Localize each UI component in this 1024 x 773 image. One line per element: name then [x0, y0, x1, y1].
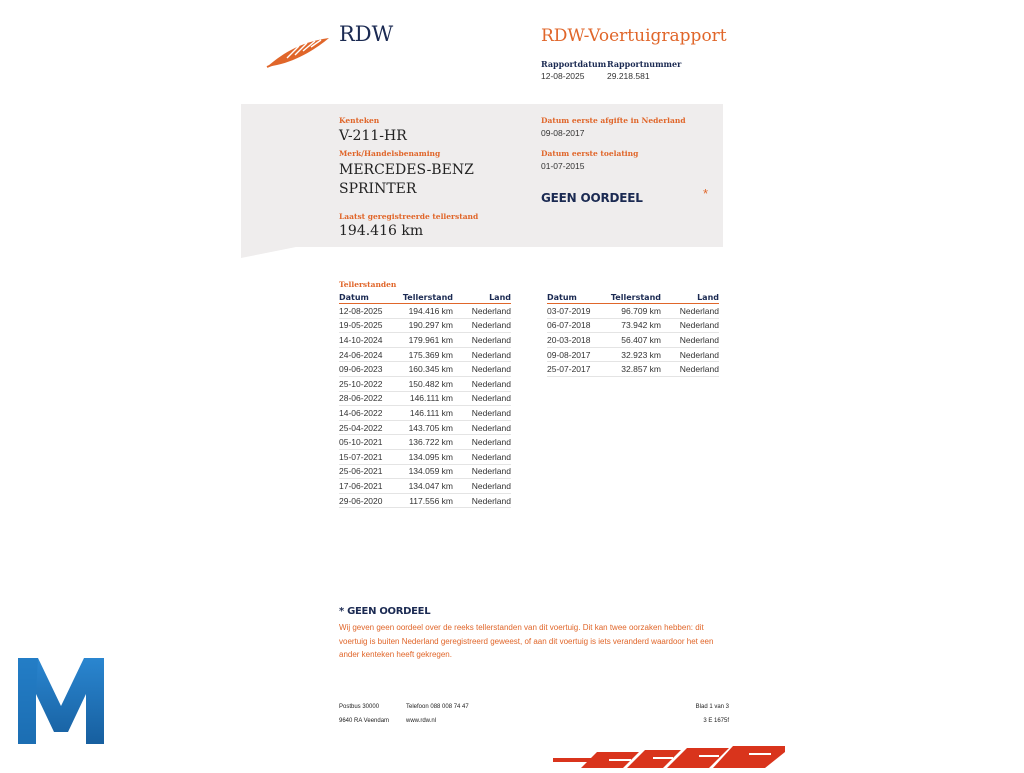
col-header-land: Land	[453, 292, 511, 304]
row-odometer: 146.111 km	[401, 391, 453, 406]
row-date: 20-03-2018	[547, 333, 609, 348]
row-date: 14-06-2022	[339, 406, 401, 421]
row-date: 19-05-2025	[339, 318, 401, 333]
footer-code: 3 E 1675f	[703, 718, 729, 724]
footer-postbus: Postbus 30000	[339, 704, 380, 710]
row-date: 12-08-2025	[339, 304, 401, 319]
row-country: Nederland	[453, 493, 511, 508]
row-country: Nederland	[661, 318, 719, 333]
report-date: 12-08-2025	[541, 71, 585, 81]
first-admission-value: 01-07-2015	[541, 161, 585, 171]
row-country: Nederland	[453, 362, 511, 377]
table-row	[547, 362, 719, 377]
row-odometer: 73.942 km	[609, 318, 661, 333]
footnote-text: Wij geven geen oordeel over de reeks tellerstanden van dit voertuig. Dit kan twee oorzaken hebben: dit voertuig is buiten Nederland geregistreerd geweest, of aan dit voertuig is iets veranderd waardoor het een ander kenteken heeft gekregen.	[339, 623, 714, 659]
footer-page: Blad 1 van 3	[695, 704, 729, 710]
judgement-value: GEEN OORDEEL	[541, 191, 643, 205]
row-date: 06-07-2018	[547, 318, 609, 333]
row-odometer: 175.369 km	[401, 347, 453, 362]
col-header-datum: Datum	[547, 292, 609, 304]
table-row	[339, 376, 511, 391]
make-value-line2: SPRINTER	[339, 181, 417, 197]
col-header-tellerstand: Tellerstand	[610, 292, 661, 302]
row-date: 17-06-2021	[339, 479, 401, 494]
odometer-label: Laatst geregistreerde tellerstand	[339, 212, 479, 221]
row-country: Nederland	[453, 391, 511, 406]
row-date: 24-06-2024	[339, 347, 401, 362]
table-row	[339, 406, 511, 421]
vehicle-panel	[241, 104, 723, 247]
plate-label: Kenteken	[339, 116, 380, 125]
row-country: Nederland	[453, 376, 511, 391]
report-title: RDW-Voertuigrapport	[541, 26, 727, 46]
table-row	[339, 347, 511, 362]
odometer-table-right	[547, 292, 719, 377]
row-odometer: 134.059 km	[401, 464, 453, 479]
row-odometer: 56.407 km	[609, 333, 661, 348]
table-row	[547, 347, 719, 362]
table-row	[339, 493, 511, 508]
row-country: Nederland	[661, 333, 719, 348]
row-odometer: 150.482 km	[401, 376, 453, 391]
report-date-label: Rapportdatum	[541, 59, 607, 69]
row-odometer: 117.556 km	[401, 493, 453, 508]
row-odometer: 143.705 km	[401, 420, 453, 435]
footer-telefoon: Telefoon 088 008 74 47	[406, 704, 469, 710]
row-country: Nederland	[453, 347, 511, 362]
first-nl-label: Datum eerste afgifte in Nederland	[541, 116, 686, 125]
row-date: 25-04-2022	[339, 420, 401, 435]
footer-website[interactable]: www.rdw.nl	[406, 718, 437, 724]
col-header-tellerstand: Tellerstand	[402, 292, 453, 302]
table-row	[547, 318, 719, 333]
odometer-table-title: Tellerstanden	[339, 280, 397, 289]
row-date: 09-06-2023	[339, 362, 401, 377]
brand-name: RDW	[339, 22, 394, 46]
row-odometer: 194.416 km	[401, 304, 453, 319]
table-row	[339, 391, 511, 406]
table-row	[339, 435, 511, 450]
row-date: 25-06-2021	[339, 464, 401, 479]
row-date: 25-10-2022	[339, 376, 401, 391]
row-country: Nederland	[453, 406, 511, 421]
table-row	[547, 333, 719, 348]
col-header-land: Land	[661, 292, 719, 304]
table-row	[547, 304, 719, 319]
row-country: Nederland	[661, 362, 719, 377]
row-odometer: 136.722 km	[401, 435, 453, 450]
table-row	[339, 449, 511, 464]
make-label: Merk/Handelsbenaming	[339, 149, 441, 158]
table-row	[339, 464, 511, 479]
row-country: Nederland	[661, 347, 719, 362]
row-odometer: 160.345 km	[401, 362, 453, 377]
make-value-line1: MERCEDES-BENZ	[339, 162, 474, 178]
row-country: Nederland	[453, 479, 511, 494]
report-number: 29.218.581	[607, 71, 650, 81]
col-header-datum: Datum	[339, 292, 401, 304]
row-date: 05-10-2021	[339, 435, 401, 450]
first-nl-value: 09-08-2017	[541, 128, 585, 138]
table-row	[339, 479, 511, 494]
report-number-label: Rapportnummer	[607, 59, 682, 69]
row-date: 25-07-2017	[547, 362, 609, 377]
rdw-logo-icon	[265, 34, 331, 70]
table-row	[339, 420, 511, 435]
row-country: Nederland	[453, 435, 511, 450]
footnote-title: * GEEN OORDEEL	[339, 606, 431, 617]
row-odometer: 32.923 km	[609, 347, 661, 362]
row-date: 15-07-2021	[339, 449, 401, 464]
first-admission-label: Datum eerste toelating	[541, 149, 639, 158]
row-country: Nederland	[453, 304, 511, 319]
row-country: Nederland	[453, 318, 511, 333]
row-odometer: 146.111 km	[401, 406, 453, 421]
row-country: Nederland	[453, 464, 511, 479]
vehicle-panel-tab	[241, 246, 301, 258]
table-row	[339, 318, 511, 333]
row-date: 09-08-2017	[547, 347, 609, 362]
stripes-graphic-icon	[553, 746, 785, 768]
row-date: 03-07-2019	[547, 304, 609, 319]
row-odometer: 190.297 km	[401, 318, 453, 333]
row-date: 28-06-2022	[339, 391, 401, 406]
row-odometer: 179.961 km	[401, 333, 453, 348]
row-odometer: 134.047 km	[401, 479, 453, 494]
footer-postcode: 9640 RA Veendam	[339, 718, 390, 724]
row-country: Nederland	[453, 449, 511, 464]
row-date: 29-06-2020	[339, 493, 401, 508]
row-country: Nederland	[453, 420, 511, 435]
row-country: Nederland	[453, 333, 511, 348]
odometer-table-left	[339, 292, 511, 508]
judgement-mark: *	[703, 186, 709, 201]
row-odometer: 134.095 km	[401, 449, 453, 464]
m-logo-icon	[16, 654, 106, 746]
plate-value: V-211-HR	[339, 128, 407, 144]
row-odometer: 32.857 km	[609, 362, 661, 377]
table-row	[339, 304, 511, 319]
row-odometer: 96.709 km	[609, 304, 661, 319]
row-country: Nederland	[661, 304, 719, 319]
odometer-value: 194.416 km	[339, 223, 424, 239]
table-row	[339, 362, 511, 377]
row-date: 14-10-2024	[339, 333, 401, 348]
table-row	[339, 333, 511, 348]
